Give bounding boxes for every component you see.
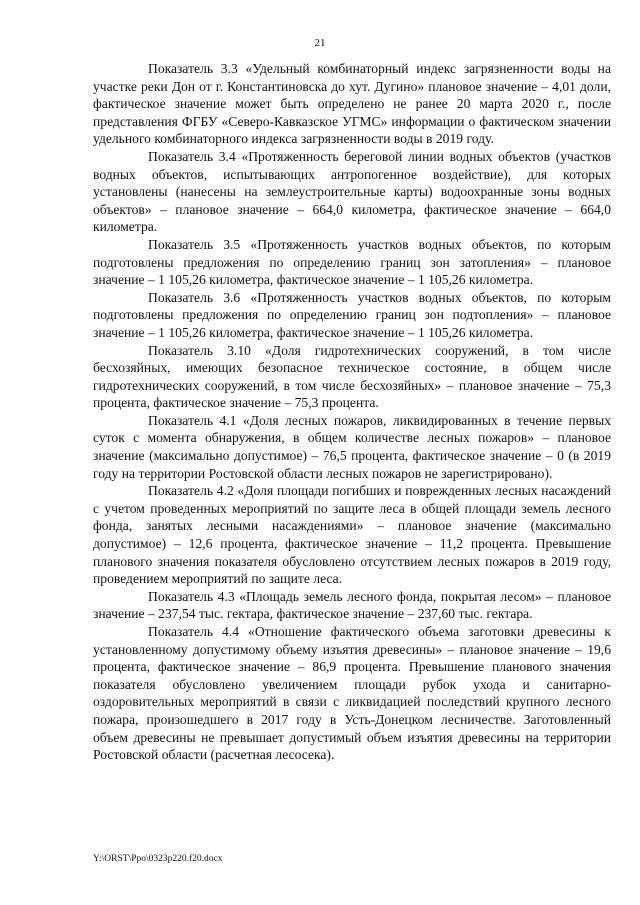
paragraph-indicator-4-4: Показатель 4.4 «Отношение фактического объема заготовки древесины к установленному допустимому объему изъятия древесины» – плановое значение – 19,6 процента, фактическое значение – 86,9 процента. Превышение планового значения показателя обусловлено увеличением площади рубок ухода и санитарно-оздоровительных мероприятий в связи с ликвидацией последствий крупного лесного пожара, произошедшего в 2017 году в Усть-Донецком лесничестве. Заготовленный объем древесины не превышает допустимый объем изъятия древесины на территории Ростовской области (расчетная лесосека). (93, 624, 611, 763)
footer-file-path: Y:\ORST\Ppo\0323p220.f20.docx (93, 854, 223, 864)
paragraph-indicator-4-1: Показатель 4.1 «Доля лесных пожаров, ликвидированных в течение первых суток с момента обнаружения, в общем количестве лесных пожаров» – плановое значение (максимально допустимое) – 76,5 процента, фактическое значение – 0 (в 2019 году на территории Ростовской области лесных пожаров не зарегистрировано). (93, 412, 611, 481)
paragraph-indicator-3-3: Показатель 3.3 «Удельный комбинаторный индекс загрязненности воды на участке реки Дон от г. Константиновска до хут. Дугино» плановое значение – 4,01 доли, фактическое значение может быть определено не ранее 20 марта 2020 г., после представления ФГБУ «Северо-Кавказское УГМС» информации о фактическом значении удельного комбинаторного индекса загрязненности воды в 2019 году. (93, 61, 611, 147)
page-number: 21 (314, 37, 326, 49)
paragraph-indicator-4-2: Показатель 4.2 «Доля площади погибших и поврежденных лесных насаждений с учетом проведенных мероприятий по защите леса в общей площади земель лесного фонда, занятых лесными насаждениями» – плановое значение (максимально допустимое) – 12,6 процента, фактическое значение – 11,2 процента. Превышение планового значения показателя обусловлено отсутствием лесных пожаров в 2019 году, проведением мероприятий по защите леса. (93, 483, 611, 587)
paragraph-indicator-3-10: Показатель 3.10 «Доля гидротехнических сооружений, в том числе бесхозяйных, имеющих безопасное техническое состояние, в общем числе гидротехнических сооружений, в том числе бесхозяйных» – плановое значение – 75,3 процента, фактическое значение – 75,3 процента. (93, 342, 611, 411)
document-body (93, 60, 611, 764)
paragraph-indicator-3-5: Показатель 3.5 «Протяженность участков водных объектов, по которым подготовлены предложения по определению границ зон затопления» – плановое значение – 1 105,26 километра, фактическое значение – 1 105,26 километра. (93, 236, 611, 288)
paragraph-indicator-3-4: Показатель 3.4 «Протяженность береговой линии водных объектов (участков водных объектов, испытывающих антропогенное воздействие), для которых установлены (нанесены на землеустроительные карты) водоохранные зоны водных объектов» – плановое значение – 664,0 километра, фактическое значение – 664,0 километра. (93, 148, 611, 235)
paragraph-indicator-4-3: Показатель 4.3 «Площадь земель лесного фонда, покрытая лесом» – плановое значение – 237,54 тыс. гектара, фактическое значение – 237,60 тыс. гектара. (93, 588, 611, 622)
paragraph-indicator-3-6: Показатель 3.6 «Протяженность участков водных объектов, по которым подготовлены предложения по определению границ зон подтопления» – плановое значение – 1 105,26 километра, фактическое значение – 1 105,26 километра. (93, 289, 611, 340)
